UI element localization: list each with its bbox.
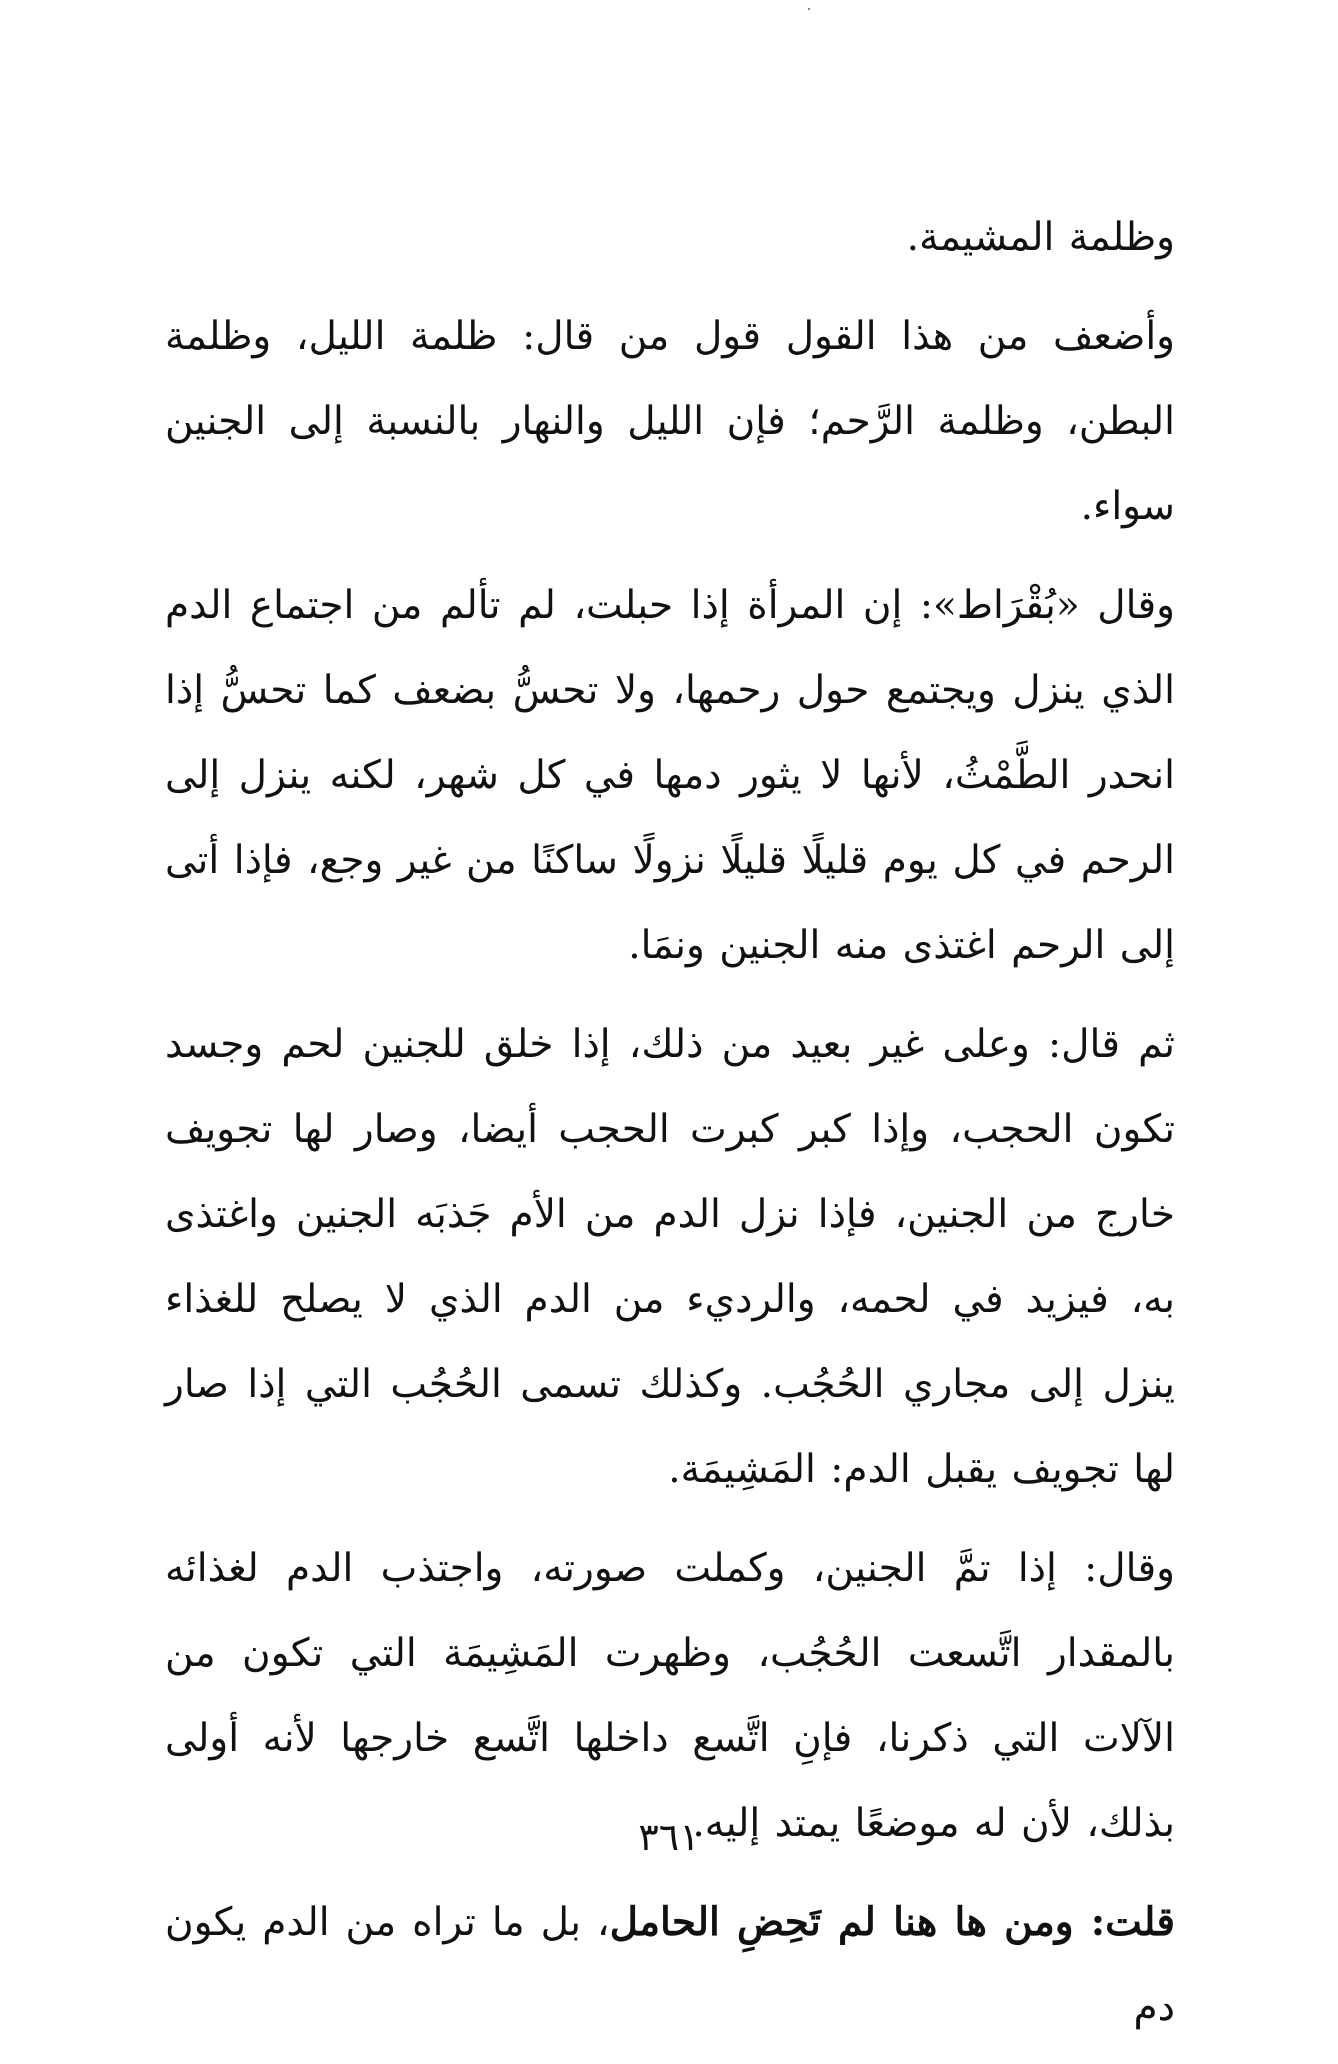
paragraph-5: وقال: إذا تمَّ الجنين، وكملت صورته، واجتذب الدم لغذائه بالمقدار اتَّسعت الحُجُب، وظهرت المَشِيمَة التي تكون من الآلات التي ذكرنا، فإنِ اتَّسع داخلها اتَّسع خارجها لأنه أولى بذلك، لأن له موضعًا يمتد إليه. [165, 1546, 1175, 1846]
paragraph-6-rest: ، بل ما تراه من الدم يكون دم [165, 1900, 1175, 2030]
scan-speck [808, 8, 810, 10]
paragraph-4: ثم قال: وعلى غير بعيد من ذلك، إذا خلق للجنين لحم وجسد تكون الحجب، وإذا كبر كبرت الحجب أيضا، وصار لها تجويف خارج من الجنين، فإذا نزل الدم من الأم جَذبَه الجنين واغتذى به، فيزيد في لحمه، والرديء من الدم الذي لا يصلح للغذاء ينزل إلى مجاري الحُجُب. وكذلك تسمى الحُجُب التي إذا صار لها تجويف يقبل الدم: المَشِيمَة. [165, 1022, 1176, 1492]
paragraph-3: وقال «بُقْرَاط»: إن المرأة إذا حبلت، لم تألم من اجتماع الدم الذي ينزل ويجتمع حول رحمها، ولا تحسُّ بضعف كما تحسُّ إذا انحدر الطَّمْثُ، لأنها لا يثور دمها في كل شهر، لكنه ينزل إلى الرحم في كل يوم قليلًا قليلًا نزولًا ساكنًا من غير وجع، فإذا أتى إلى الرحم اغتذى منه الجنين ونمَا. [165, 583, 1175, 968]
paragraph-2: وأضعف من هذا القول قول من قال: ظلمة الليل، وظلمة البطن، وظلمة الرَّحم؛ فإن الليل والنهار بالنسبة إلى الجنين سواء. [165, 314, 1175, 529]
paragraph-6-bold-lead: قلت: ومن ها هنا لم تَحِضِ الحامل [609, 1899, 1176, 1945]
page-number: ٣٦١ [638, 1815, 700, 1859]
book-page-text [165, 195, 1175, 2064]
paragraph-6 [165, 1880, 1175, 2050]
paragraph-1: وظلمة المشيمة. [906, 215, 1175, 260]
